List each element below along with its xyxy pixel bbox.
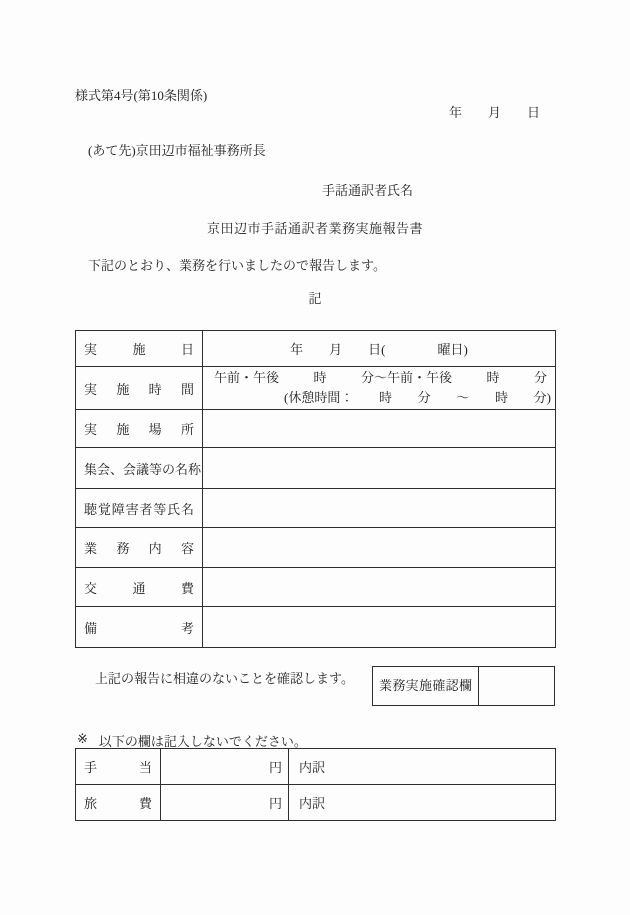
table-row-implementation-place — [76, 410, 556, 448]
form-number: 様式第4号(第10条関係) — [75, 88, 208, 103]
value-implementation-time — [203, 367, 556, 410]
value-work-content — [203, 528, 556, 568]
time-seg: 時 — [313, 370, 327, 385]
allowance-amount-cell: 円 — [161, 749, 289, 785]
interpreter-name-label: 手話通訳者氏名 — [322, 183, 414, 198]
time-main-line — [203, 368, 555, 388]
value-implementation-date: 年 月 日( 曜日) — [203, 331, 556, 367]
label-remarks: 備考 — [76, 607, 203, 648]
label-implementation-place: 実施場所 — [76, 410, 203, 448]
break-seg: 時 — [494, 390, 508, 405]
travel-expense-breakdown-cell: 内訳 — [289, 785, 556, 821]
value-transport-cost — [203, 568, 556, 607]
report-date-blank: 年 月 日 — [448, 105, 540, 120]
work-confirmation-box — [372, 666, 555, 706]
addressee-line: (あて先)京田辺市福祉事務所長 — [88, 143, 266, 158]
table-row-implementation-time — [76, 367, 556, 410]
time-seg: 分 — [533, 370, 547, 385]
travel-expense-amount-cell: 円 — [161, 785, 289, 821]
label-travel-expense: 旅費 — [76, 785, 161, 821]
table-row-work-content — [76, 528, 556, 568]
document-title: 京田辺市手話通訳者業務実施報告書 — [206, 221, 423, 236]
break-seg: 時 — [378, 390, 392, 405]
time-seg: 時 — [486, 370, 500, 385]
table-row-travel-expense — [76, 785, 556, 821]
time-seg: 分～午前・午後 — [360, 370, 452, 385]
confirmation-box-label: 業務実施確認欄 — [373, 667, 479, 705]
table-row-implementation-date — [76, 331, 556, 367]
value-implementation-place — [203, 410, 556, 448]
break-seg: 分 — [417, 390, 431, 405]
label-transport-cost: 交通費 — [76, 568, 203, 607]
confirmation-stamp-area — [479, 667, 554, 705]
time-seg: 午前・午後 — [214, 370, 280, 385]
report-main-table — [75, 330, 556, 648]
label-implementation-date: 実施日 — [76, 331, 203, 367]
label-deaf-person-name: 聴覚障害者等氏名 — [76, 489, 203, 528]
intro-sentence: 下記のとおり、業務を行いましたので報告します。 — [88, 258, 386, 273]
table-row-allowance — [76, 749, 556, 785]
value-deaf-person-name — [203, 489, 556, 528]
table-row-transport-cost — [76, 568, 556, 607]
value-meeting-name — [203, 448, 556, 489]
table-row-remarks — [76, 607, 556, 648]
note-asterisk-mark: ※ — [77, 731, 88, 746]
table-row-deaf-person-name — [76, 489, 556, 528]
label-work-content: 業務内容 — [76, 528, 203, 568]
label-allowance: 手当 — [76, 749, 161, 785]
break-seg: ～ — [456, 390, 470, 405]
table-row-meeting-name — [76, 448, 556, 489]
break-seg: 分) — [533, 390, 551, 405]
note-text: 以下の欄は記入しないでください。 — [98, 734, 307, 749]
allowance-breakdown-cell: 内訳 — [289, 749, 556, 785]
break-seg: (休憩時間： — [284, 390, 354, 405]
office-use-table — [75, 748, 556, 821]
value-remarks — [203, 607, 556, 648]
label-meeting-name: 集会、会議等の名称 — [76, 448, 203, 489]
break-time-line — [203, 388, 555, 408]
confirmation-statement: 上記の報告に相違のないことを確認します。 — [95, 671, 354, 686]
label-implementation-time: 実施時間 — [76, 367, 203, 410]
record-mark: 記 — [308, 291, 322, 306]
